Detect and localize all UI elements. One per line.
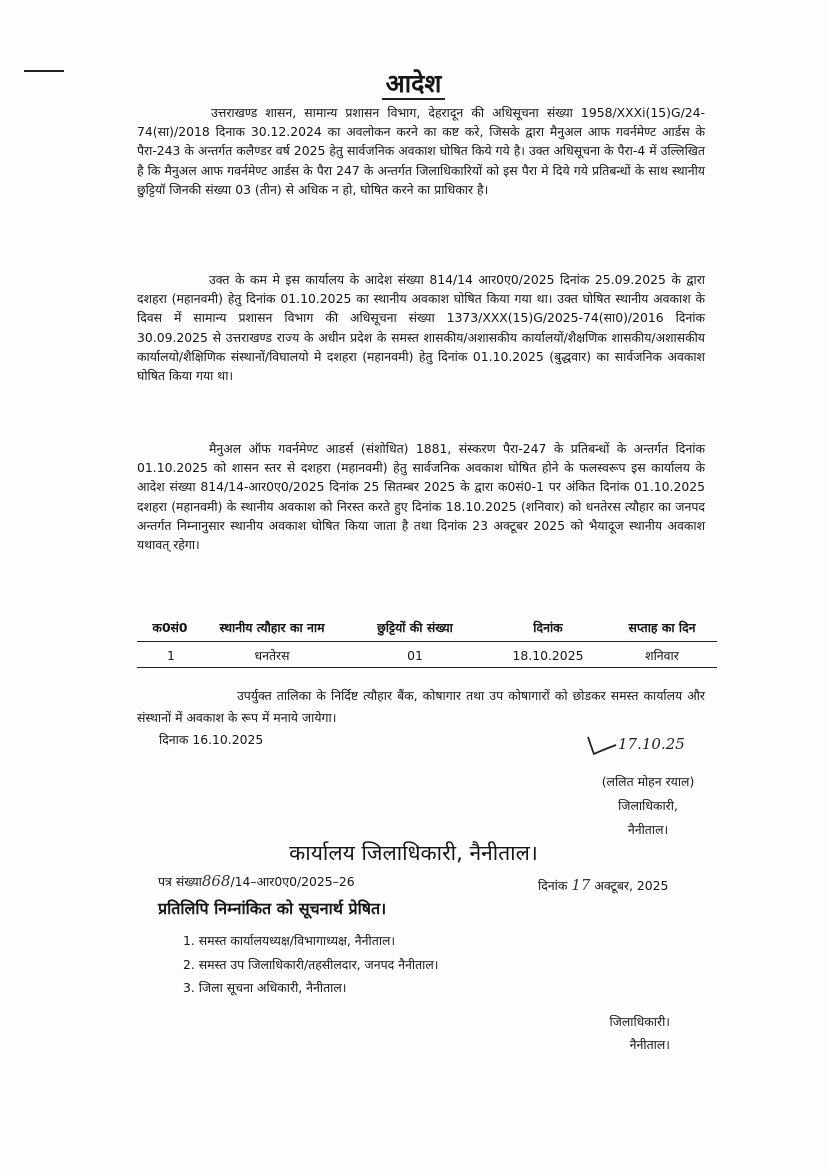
paragraph-1: उत्तराखण्ड शासन, सामान्य प्रशासन विभाग, देहरादून की अधिसूचना संख्या 1958/XXXi(15)G/24-74(सा)/2018 दिनाक 30.12.2024 का अवलोकन करने का कष्ट करे, जिसके द्वारा मैनुअल आफ गवर्नमेण्ट आर्डस के पैरा-243 के अन्तर्गत कलैण्डर वर्ष 2025 हेतु सार्वजनिक अवकाश घोषित किये गये है। उक्त अधिसूचना के पैरा-4 में उल्लिखित है कि मैनुअल आफ गवर्नमेण्ट आर्डस के पैरा 247 के अन्तर्गत जिलाधिकारियों को इस पैरा मे दिये गये प्रतिबन्धों के साथ स्थानीय छुट्टियॉ जिनकी संख्या 03 (तीन) से अधिक न हो, घोषित करने का प्राधिकार है। <box>137 105 705 197</box>
letter-number-suffix: /14–आर0ए0/2025–26 <box>230 874 355 889</box>
closing-place: नैनीताल। <box>629 1037 670 1052</box>
closing-signature <box>575 1010 670 1056</box>
signature-date: 17.10.25 <box>618 735 685 753</box>
handwritten-signature-icon <box>560 727 700 761</box>
signatory-place: नैनीताल। <box>627 822 669 837</box>
letter-number <box>158 872 355 890</box>
list-item: 1. समस्त कार्यालयध्यक्ष/विभागाध्यक्ष, नैनीताल। <box>183 933 396 948</box>
letter-date-prefix: दिनांक <box>538 878 568 893</box>
cell-serial: 1 <box>137 642 203 668</box>
header-weekday: सप्ताह का दिन <box>607 616 717 642</box>
order-date: दिनाक 16.10.2025 <box>159 732 264 747</box>
signatory-name: (ललित मोहन रयाल) <box>601 774 695 789</box>
cell-weekday: शनिवार <box>607 642 717 668</box>
table-header-row <box>137 616 717 642</box>
signatory-designation: जिलाधिकारी, <box>618 798 678 813</box>
letter-number-prefix: पत्र संख्या <box>158 874 202 889</box>
cell-festival-name: धनतेरस <box>203 642 341 668</box>
header-festival-name: स्थानीय त्यौहार का नाम <box>203 616 341 642</box>
letter-date <box>538 876 668 894</box>
header-date: दिनांक <box>489 616 607 642</box>
header-serial: क0सं0 <box>137 616 203 642</box>
paragraph-2: उक्त के कम मे इस कार्यालय के आदेश संख्या 814/14 आर0ए0/2025 दिनांक 25.09.2025 के द्वारा दशहरा (महानवमी) हेतु दिनांक 01.10.2025 का स्थानीय अवकाश घोषित किया गया था। उक्त घोषित स्थानीय अवकाश के दिवस में सामान्य प्रशासन विभाग की अधिसूचना संख्या 1373/XXX(15)G/2025-74(सा0)/2016 दिनांक 30.09.2025 से उत्तराखण्ड राज्य के अधीन प्रदेश के समस्त शासकीय/अशासकीय कार्यालयों/शैक्षणिक शासकीय/अशासकीय कार्यालयो/शैक्षिणिक संस्थानों/विघालयो मे दशहरा (महानवमी) हेतु दिनांक 01.10.2025 (बुद्धवार) का सार्वजनिक अवकाश घोषित किया गया था। <box>137 272 705 384</box>
letter-date-handwritten: 17 <box>571 876 591 894</box>
post-table-paragraph: उपर्युक्त तालिका के निर्दिष्ट त्यौहार बैंक, कोषागार तथा उप कोषागारों को छोडकर समस्त कार्यालय और संस्थानों में अवकाश के रूप में मनाये जायेगा। <box>137 688 705 725</box>
signatory-block <box>578 770 718 842</box>
copy-heading: प्रतिलिपि निम्नांकित को सूचनार्थ प्रेषित। <box>158 899 387 918</box>
letter-number-handwritten: 868 <box>201 872 231 890</box>
cell-leave-count: 01 <box>341 642 489 668</box>
list-item: 2. समस्त उप जिलाधिकारी/तहसीलदार, जनपद नैनीताल। <box>183 956 439 972</box>
paragraph-3: मैनुअल ऑफ गवर्नमेण्ट आडर्स (संशोधित) 1881, संस्करण पैरा-247 के प्रतिबन्धों के अन्तर्गत दिनांक 01.10.2025 को शासन स्तर से दशहरा (महानवमी) हेतु सार्वजनिक अवकाश घोषित होने के फलस्वरूप इस कार्यालय के आदेश संख्या 814/14-आर0ए0/2025 दिनांक 25 सितम्बर 2025 के द्वारा क0सं0-1 पर अंकित दिनांक 01.10.2025 दशहरा (महानवमी) के स्थानीय अवकाश को निरस्त करते हुए दिनांक 18.10.2025 (शनिवार) को धनतेरस त्यौहार का जनपद अन्तर्गत निम्नानुसार स्थानीय अवकाश घोषित किया जाता है तथा दिनांक 23 अक्टूबर 2025 को भैयादूज स्थानीय अवकाश यथावत् रहेगा। <box>137 441 705 553</box>
cell-date: 18.10.2025 <box>489 642 607 668</box>
copy-list <box>183 929 438 1000</box>
office-heading: कार्यालय जिलाधिकारी, नैनीताल। <box>289 841 538 865</box>
closing-designation: जिलाधिकारी। <box>609 1014 670 1029</box>
holiday-table <box>137 616 717 668</box>
document-title: आदेश <box>0 66 827 100</box>
list-item: 3. जिला सूचना अधिकारी, नैनीताल। <box>183 980 347 995</box>
table-row <box>137 642 717 668</box>
letter-date-suffix: अक्टूबर, 2025 <box>594 878 669 893</box>
header-leave-count: छुट्टियों की संख्या <box>341 616 489 642</box>
